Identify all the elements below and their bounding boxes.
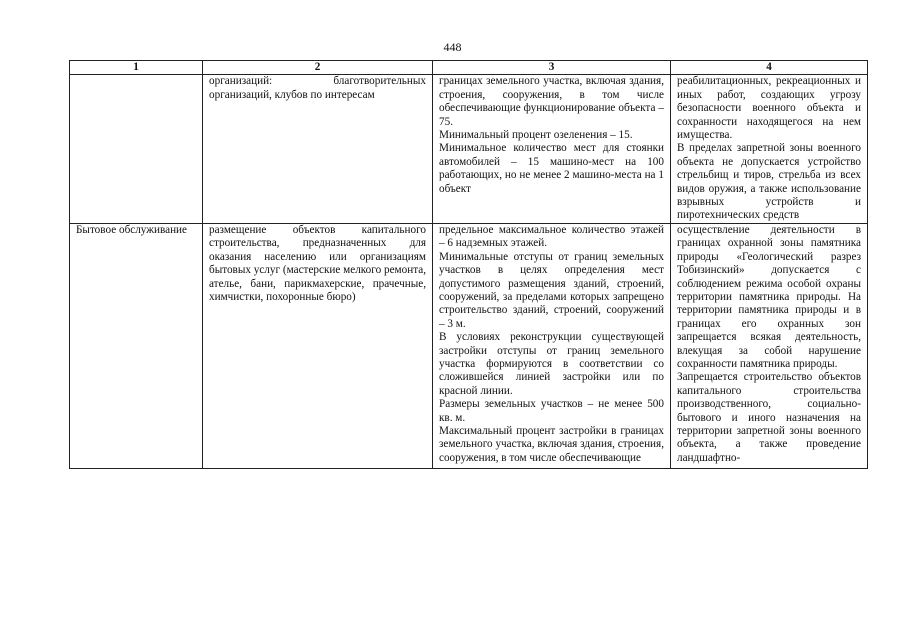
parameter-text: Минимальный процент озеленения – 15. <box>439 129 633 142</box>
table-row <box>70 75 868 223</box>
parameter-text: Максимальный процент застройки в границах земельного участка, включая здания, строения, сооружения, в том числе обеспечивающие <box>439 424 664 464</box>
restrictions-cell <box>671 75 868 223</box>
header-col-1: 1 <box>70 61 203 75</box>
restriction-text: реабилитационных, рекреационных и иных работ, создающих угрозу безопасности военного объекта и сохранности находящегося на нем имущества. <box>677 75 861 142</box>
description-text: организаций: благотворительных организаций, клубов по интересам <box>209 75 426 101</box>
restriction-text: осуществление деятельности в границах охранной зоны памятника природы «Геологический разрез Тобизинский» допускается с соблюдением режима особой охраны территории памятника природы. На территории памятника природы и в границах его охранных зон запрещается всякая деятельность, влекущая за собой нарушение сохранности памятника природы. <box>677 223 861 370</box>
page-number: 448 <box>443 40 462 54</box>
header-col-3: 3 <box>433 61 671 75</box>
parameter-text: Минимальное количество мест для стоянки автомобилей – 15 машино-мест на 100 работающих, но не менее 2 машино-места на 1 объект <box>439 142 664 195</box>
parameter-text: предельное максимальное количество этажей – 6 надземных этажей. <box>439 223 664 250</box>
parameter-text: Минимальные отступы от границ земельных участков в целях определения мест допустимого размещения зданий, строений, сооружений, за пределами которых запрещено строительство зданий, строений, сооружений – 3 м. <box>439 250 664 330</box>
use-type-cell <box>70 75 203 223</box>
restrictions-cell <box>671 223 868 468</box>
table-row <box>70 223 868 468</box>
header-row <box>70 61 868 75</box>
restriction-text: В пределах запретной зоны военного объекта не допускается устройство стрельбищ и тиров, стрельба из всех видов оружия, а также использование взрывных устройств и пиротехнических средств <box>677 142 861 222</box>
regulations-table <box>69 60 868 469</box>
parameters-cell <box>433 223 671 468</box>
parameter-text: границах земельного участка, включая здания, строения, сооружения, в том числе обеспечивающие функционирование объекта – 75. <box>439 75 664 128</box>
header-col-4: 4 <box>671 61 868 75</box>
parameter-text: В условиях реконструкции существующей застройки отступы от границ земельного участка формируются в соответствии со сложившейся линией застройки или по красной линии. <box>439 331 664 397</box>
description-cell <box>203 223 433 468</box>
description-text: размещение объектов капитального строительства, предназначенных для оказания населению или организациям бытовых услуг (мастерские мелкого ремонта, ателье, бани, парикмахерские, прачечные, химчистки, похоронные бюро) <box>209 223 426 303</box>
restriction-text: Запрещается строительство объектов капитального строительства производственного, социально-бытового и иного назначения на территории запретной зоны военного объекта, а также проведение ландшафтно- <box>677 371 861 464</box>
use-type-cell: Бытовое обслуживание <box>70 223 203 468</box>
description-cell <box>203 75 433 223</box>
parameters-cell <box>433 75 671 223</box>
header-col-2: 2 <box>203 61 433 75</box>
parameter-text: Размеры земельных участков – не менее 500 кв. м. <box>439 398 664 424</box>
